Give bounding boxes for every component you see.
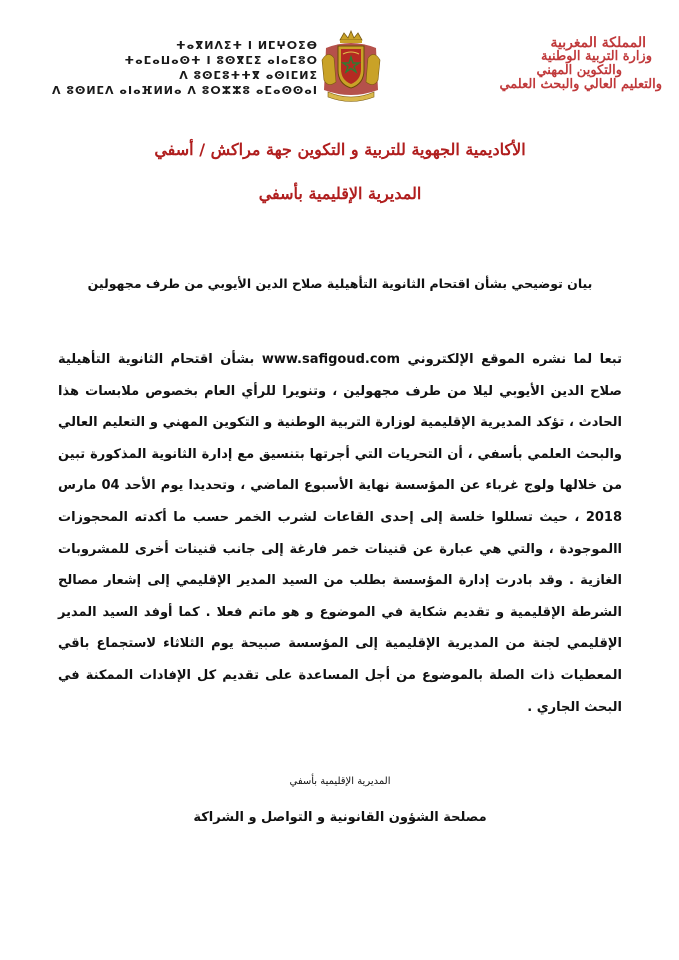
statement-body: تبعا لما نشره الموقع الإلكتروني www.safigoud.com بشأن اقتحام الثانوية التأهيلية صلاح الدين الأيوبي ليلا من طرف مجهولين ، وتنويرا للرأي العام بخصوص ملابسات هذا الحادث ، تؤكد المديرية الإقليمية لوزارة التربية الوطنية و التكوين المهني و التعليم العالي والبحث العلمي بأسفي ، أن التحريات التي أجرتها بتنسيق مع إدارة الثانوية المذكورة تبين من خلالها ولوج غرباء عن المؤسسة نهاية الأسبوع الماضي ، وتحديدا يوم الأحد 04 مارس 2018 ، حيث تسللوا خلسة إلى إحدى القاعات لشرب الخمر حسب ما أكدته المحجوزات االموجودة ، والتي هي عبارة عن قنينات خمر فارغة إلى جانب قنينات أخرى للمشروبات الغازية . وقد بادرت إدارة المؤسسة بطلب من السيد المدير الإقليمي إلى إشعار مصالح الشرطة الإقليمية و تقديم شكاية في الموضوع و هو ماتم فعلا . كما أوفد السيد المدير الإقليمي لجنة من المديرية الإقليمية إلى المؤسسة صبيحة يوم الثلاثاء لاستجماع باقي المعطيات ذات الصلة بالموضوع من أجل المساعدة على تقديم كل الإفادات الممكنة في البحث الجاري . [58,352,622,715]
tifinagh-header [28,38,318,98]
signature-service: مصلحة الشؤون القانونية و التواصل و الشراكة [193,810,487,825]
tifinagh-line-2: ⵜⴰⵎⴰⵡⴰⵙⵜ ⵏ ⵓⵙⴳⵎⵉ ⴰⵏⴰⵎⵓⵔ [124,54,318,67]
moroccan-coat-of-arms-icon [318,30,384,104]
arabic-header-line-3: والتكوين المهني [536,63,622,78]
academy-title: الأكاديمية الجهوية للتربية و التكوين جهة مراكش / أسفي [154,140,526,159]
statement-subject: بيان توضيحي بشأن اقتحام الثانوية التأهيلية صلاح الدين الأيوبي من طرف مجهولين [87,276,593,291]
directorate-title: المديرية الإقليمية بأسفي [258,184,422,203]
tifinagh-line-4: ⴷ ⵓⵙⵍⵎⴷ ⴰⵏⴰⴼⵍⵍⴰ ⴷ ⵓⵔⵣⵣⵓ ⴰⵎⴰⵙⵙⴰⵏ [52,84,318,97]
arabic-header-line-1: المملكة المغربية [550,35,646,51]
arabic-header-line-4: والتعليم العالي والبحث العلمي [499,77,662,92]
tifinagh-line-3: ⴷ ⵓⵙⵎⵓⵜⵜⴳ ⴰⵙⵏⵎⵍⵉ [179,69,318,82]
signature-directorate: المديرية الإقليمية بأسفي [289,776,391,787]
arabic-header-line-2: وزارة التربية الوطنية [541,49,652,64]
arabic-header [392,36,662,92]
tifinagh-line-1: ⵜⴰⴳⵍⴷⵉⵜ ⵏ ⵍⵎⵖⵔⵉⴱ [175,39,318,52]
